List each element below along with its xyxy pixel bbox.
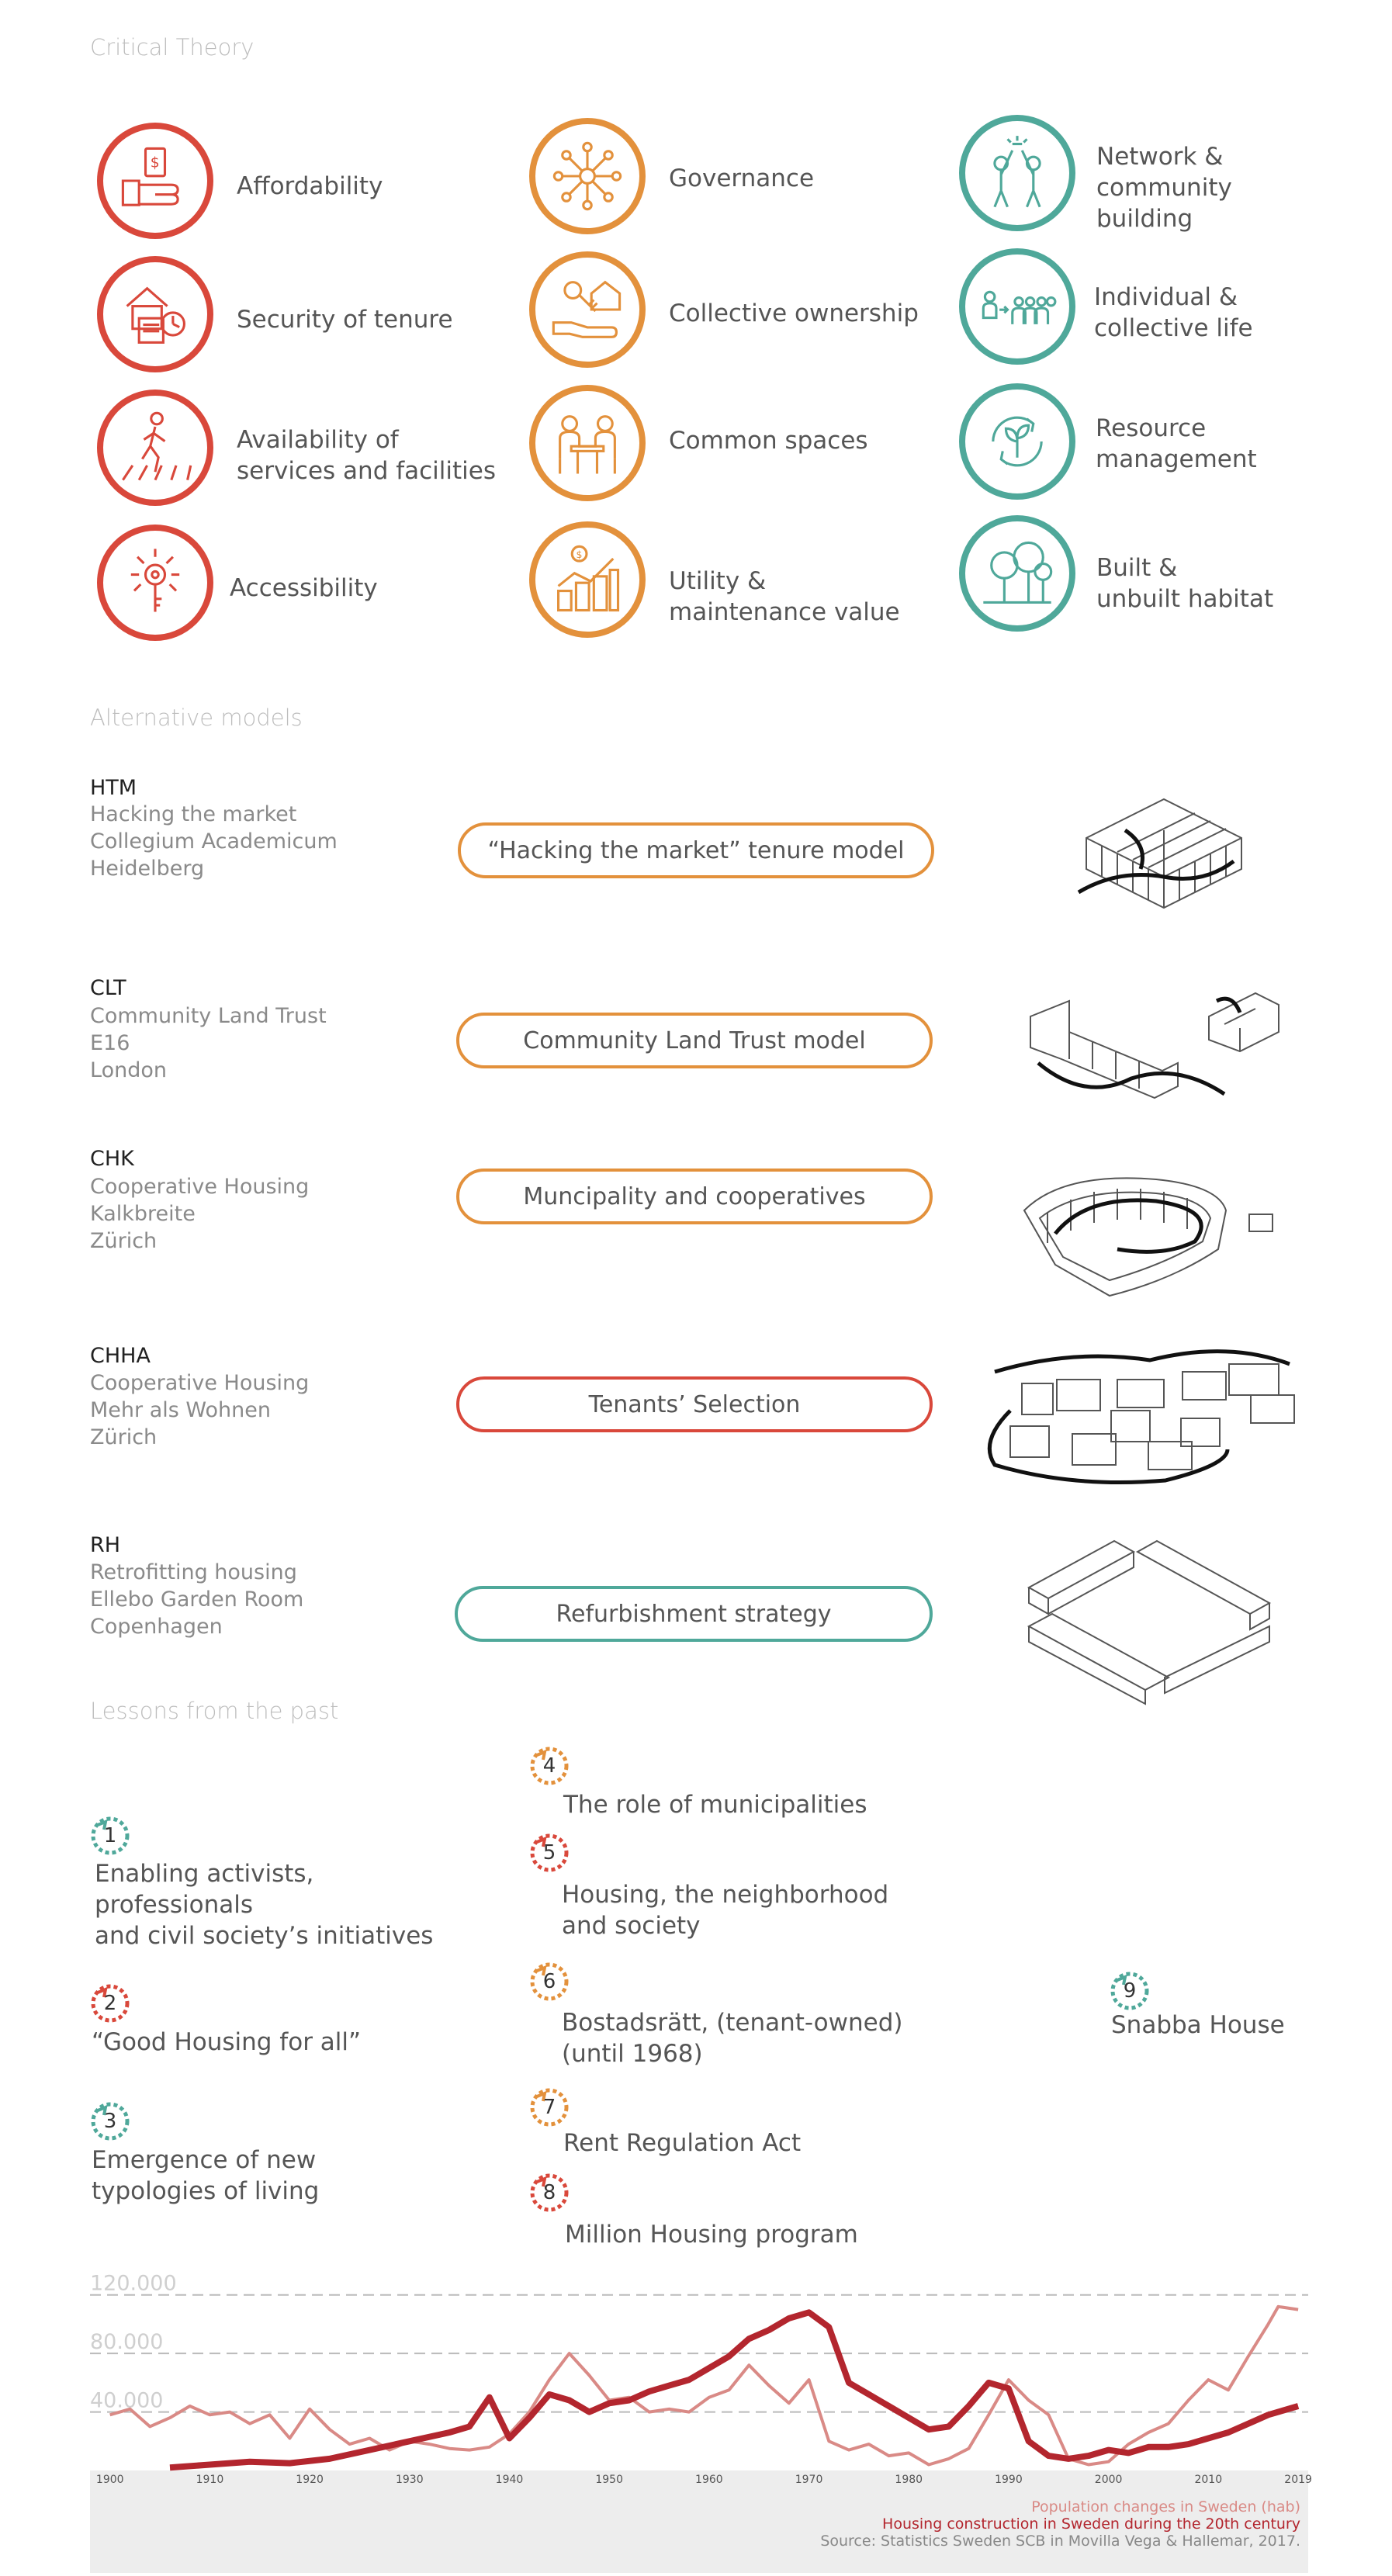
key-house-hand-icon bbox=[529, 251, 646, 368]
network-people-icon bbox=[529, 118, 646, 234]
lesson-text-line: typologies of living bbox=[92, 2177, 320, 2205]
pill-chk-municipality: Muncipality and cooperatives bbox=[456, 1169, 933, 1224]
lesson-number-badge bbox=[529, 1746, 570, 1786]
model-code-htm: HTM bbox=[90, 776, 137, 800]
theory-label-1: Affordability bbox=[237, 172, 383, 200]
lesson-text-line: (until 1968) bbox=[562, 2040, 703, 2068]
lesson-number: 9 bbox=[1123, 1979, 1137, 2003]
lesson-number: 3 bbox=[103, 2110, 117, 2133]
theory-label-4: Accessibility bbox=[230, 574, 378, 602]
x-tick-label: 1940 bbox=[495, 2474, 524, 2486]
legend-housing: Housing construction in Sweden during the 20th century bbox=[882, 2515, 1300, 2533]
x-tick-label: 1960 bbox=[695, 2474, 723, 2486]
model-line: Heidelberg bbox=[90, 857, 205, 881]
lesson-text bbox=[92, 2027, 361, 2058]
lesson-text-line: and society bbox=[562, 1912, 701, 1940]
x-tick-label: 1920 bbox=[296, 2474, 324, 2486]
clt-building-drawing bbox=[1023, 985, 1286, 1117]
section-title-alternative-models: Alternative models bbox=[90, 705, 303, 731]
theory-label-9: Network & community building bbox=[1096, 143, 1232, 233]
lesson-number-badge bbox=[529, 2087, 570, 2128]
x-tick-label: 1950 bbox=[595, 2474, 624, 2486]
legend-source: Source: Statistics Sweden SCB in Movilla Vega & Hallemar, 2017. bbox=[820, 2533, 1300, 2550]
x-tick-label: 2010 bbox=[1194, 2474, 1223, 2486]
lesson-text-line: Enabling activists, bbox=[95, 1860, 314, 1888]
theory-label-6: Collective ownership bbox=[669, 299, 919, 327]
group-people-icon bbox=[959, 248, 1075, 365]
model-line: Community Land Trust bbox=[90, 1004, 327, 1028]
theory-label-2: Security of tenure bbox=[237, 306, 453, 334]
lesson-number: 7 bbox=[542, 2096, 556, 2119]
model-line: Ellebo Garden Room bbox=[90, 1587, 304, 1612]
model-line: Zürich bbox=[90, 1229, 158, 1253]
model-line: Cooperative Housing bbox=[90, 1175, 310, 1199]
house-contract-icon bbox=[97, 256, 213, 372]
lesson-text-line: Bostadsrätt, (tenant-owned) bbox=[562, 2009, 903, 2037]
key-arrows-icon bbox=[97, 525, 213, 641]
lesson-number-badge bbox=[529, 1961, 570, 2002]
legend-population: Population changes in Sweden (hab) bbox=[1031, 2498, 1300, 2515]
lesson-text bbox=[1111, 2010, 1285, 2041]
lesson-number: 6 bbox=[542, 1970, 556, 1993]
pill-rh-refurbishment: Refurbishment strategy bbox=[455, 1586, 933, 1642]
lesson-text bbox=[563, 2128, 801, 2159]
housing-population-chart bbox=[90, 2266, 1312, 2573]
theory-label-7: Common spaces bbox=[669, 427, 868, 455]
pill-htm-tenure-model: “Hacking the market” tenure model bbox=[458, 822, 934, 878]
lesson-text-line: Housing, the neighborhood bbox=[562, 1881, 889, 1909]
series-line-population bbox=[110, 2307, 1298, 2465]
x-tick-label: 1930 bbox=[395, 2474, 424, 2486]
lesson-number: 8 bbox=[542, 2181, 556, 2204]
section-title-critical-theory: Critical Theory bbox=[90, 34, 255, 61]
y-tick-label: 120.000 bbox=[90, 2271, 177, 2296]
high-five-icon bbox=[959, 115, 1075, 231]
pedestrian-crossing-icon bbox=[97, 390, 213, 506]
model-line: Collegium Academicum bbox=[90, 829, 338, 853]
x-tick-label: 1990 bbox=[995, 2474, 1023, 2486]
lesson-number: 2 bbox=[103, 1992, 117, 2015]
rh-building-drawing bbox=[1021, 1525, 1277, 1704]
lesson-number: 4 bbox=[542, 1754, 556, 1778]
lesson-text bbox=[562, 1879, 888, 1941]
model-line: Mehr als Wohnen bbox=[90, 1398, 271, 1422]
trees-icon bbox=[959, 515, 1075, 632]
lesson-text bbox=[563, 1789, 867, 1820]
lesson-number-badge bbox=[90, 1983, 130, 2024]
x-tick-label: 2000 bbox=[1094, 2474, 1123, 2486]
lesson-text-line: The role of municipalities bbox=[563, 1791, 867, 1819]
lesson-text-line: professionals bbox=[95, 1891, 253, 1919]
chha-building-drawing bbox=[979, 1341, 1305, 1496]
model-code-chha: CHHA bbox=[90, 1344, 151, 1368]
x-tick-label: 1910 bbox=[196, 2474, 224, 2486]
model-code-clt: CLT bbox=[90, 976, 126, 1000]
model-line: Kalkbreite bbox=[90, 1202, 196, 1226]
x-tick-label: 1980 bbox=[895, 2474, 923, 2486]
lesson-text bbox=[92, 2145, 319, 2207]
pill-clt-model: Community Land Trust model bbox=[456, 1013, 933, 1068]
model-code-rh: RH bbox=[90, 1533, 121, 1557]
lesson-text-line: “Good Housing for all” bbox=[92, 2028, 362, 2056]
lesson-text-line: Rent Regulation Act bbox=[563, 2129, 802, 2157]
theory-label-12: Built & unbuilt habitat bbox=[1096, 554, 1274, 613]
theory-label-8: Utility & maintenance value bbox=[669, 567, 900, 626]
model-code-chk: CHK bbox=[90, 1147, 134, 1171]
x-tick-label: 2019 bbox=[1284, 2474, 1312, 2486]
lesson-number: 1 bbox=[103, 1824, 117, 1847]
theory-label-5: Governance bbox=[669, 164, 815, 192]
section-title-lessons: Lessons from the past bbox=[90, 1698, 339, 1724]
model-line: E16 bbox=[90, 1031, 130, 1055]
y-tick-label: 40.000 bbox=[90, 2388, 164, 2413]
htm-building-drawing bbox=[1071, 784, 1257, 931]
theory-label-11: Resource management bbox=[1096, 414, 1257, 473]
x-tick-label: 1900 bbox=[95, 2474, 124, 2486]
recycle-leaf-icon bbox=[959, 383, 1075, 500]
hand-money-icon bbox=[97, 123, 213, 239]
x-tick-label: 1970 bbox=[795, 2474, 823, 2486]
lesson-text bbox=[562, 2007, 902, 2069]
theory-label-3: Availability of services and facilities bbox=[237, 426, 497, 485]
model-line: Retrofitting housing bbox=[90, 1560, 297, 1584]
svg-text:$: $ bbox=[150, 154, 160, 171]
lesson-number-badge bbox=[1110, 1971, 1150, 2011]
lesson-number-badge bbox=[529, 2173, 570, 2213]
chk-building-drawing bbox=[1016, 1164, 1280, 1304]
pill-chha-tenants-selection: Tenants’ Selection bbox=[456, 1376, 933, 1432]
svg-text:$: $ bbox=[576, 548, 583, 560]
lesson-text-line: and civil society’s initiatives bbox=[95, 1922, 434, 1950]
theory-label-10: Individual & collective life bbox=[1094, 283, 1253, 342]
model-line: Hacking the market bbox=[90, 802, 297, 826]
people-table-icon bbox=[529, 385, 646, 501]
lesson-text bbox=[95, 1858, 433, 1951]
lesson-number-badge bbox=[90, 1816, 130, 1856]
model-line: Cooperative Housing bbox=[90, 1371, 310, 1395]
y-tick-label: 80.000 bbox=[90, 2330, 164, 2355]
model-line: London bbox=[90, 1058, 167, 1082]
lesson-text bbox=[565, 2219, 858, 2250]
model-line: Zürich bbox=[90, 1425, 158, 1449]
model-line: Copenhagen bbox=[90, 1615, 223, 1639]
lesson-text-line: Emergence of new bbox=[92, 2146, 317, 2174]
lesson-text-line: Snabba House bbox=[1111, 2011, 1285, 2039]
growth-buildings-icon bbox=[529, 521, 646, 638]
lesson-text-line: Million Housing program bbox=[565, 2221, 858, 2249]
lesson-number-badge bbox=[529, 1833, 570, 1873]
lesson-number: 5 bbox=[542, 1841, 556, 1864]
lesson-number-badge bbox=[90, 2101, 130, 2141]
